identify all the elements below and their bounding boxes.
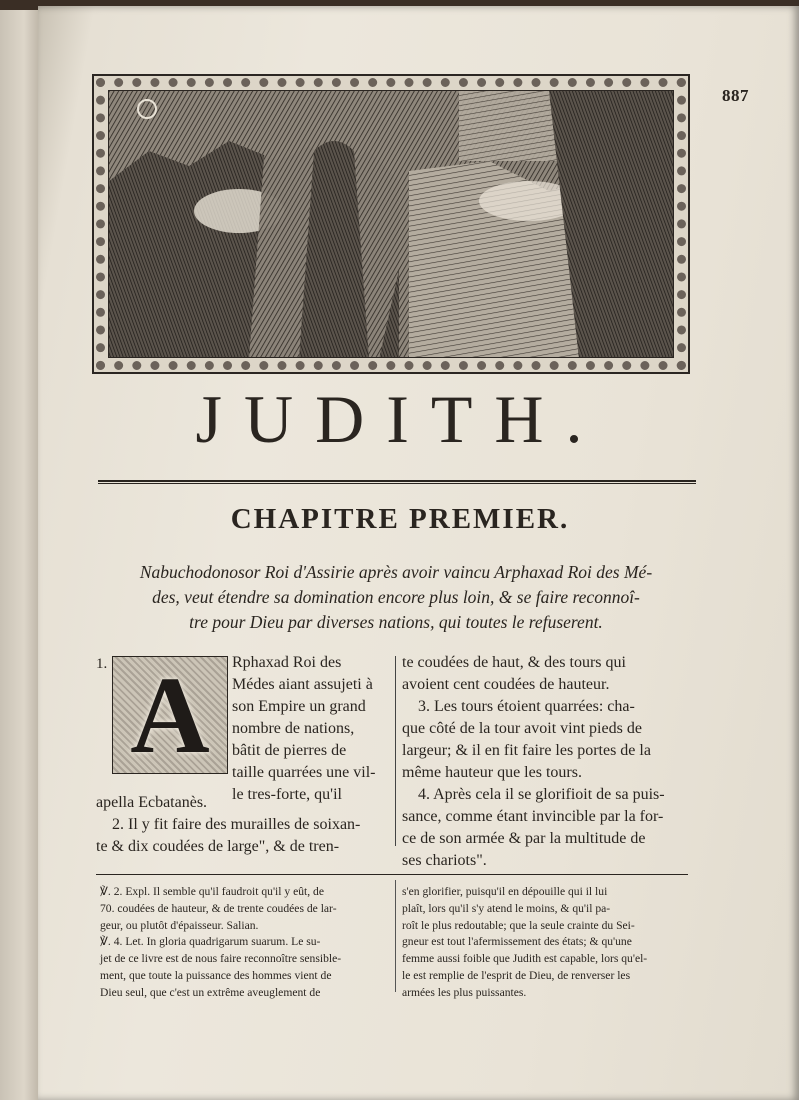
summary-line: tre pour Dieu par diverses nations, qui toutes le refuserent. [189,612,603,632]
footnote-divider [395,880,396,992]
verse-number: 1. [96,656,108,672]
footnote-line: jet de ce livre est de nous faire reconnoître sensible- [100,952,342,966]
footnote-line: femme aussi foible que Judith est capable, lors qu'el- [402,952,648,966]
decorated-initial [112,653,228,776]
text-line: Médes aiant assujeti à [232,676,373,693]
page-number: 887 [722,86,749,105]
footnotes-left [100,884,390,1002]
footnote-line: le est remplie de l'esprit de Dieu, de renverser les [402,968,631,982]
footnote-line: ℣. 4. Let. In gloria quadrigarum suarum. Le su- [100,935,321,949]
text-line: 3. Les tours étoient quarrées: cha- [418,698,635,715]
summary-line: des, veut étendre sa domination encore plus loin, & se faire reconnoî- [152,587,640,607]
text-line: largeur; & il en fit faire les portes de la [402,742,651,759]
engraving-illustration [92,74,690,374]
text-line: que côté de la tour avoit vint pieds de [402,720,642,737]
text-line: son Empire un grand [232,698,366,715]
text-line: sance, comme étant invincible par la for- [402,808,664,825]
text-line: taille quarrées une vil- [232,764,376,781]
book-title: JUDITH. [195,381,605,457]
footnote-rule [96,874,688,875]
column-divider [395,656,396,846]
text-line: te & dix coudées de large", & de tren- [96,838,340,855]
summary-line: Nabuchodonosor Roi d'Assirie après avoir vaincu Arphaxad Roi des Mé- [139,562,653,582]
left-page-edge [0,10,40,1100]
footnotes-right [402,884,694,1002]
footnote-line: roît le plus redoutable; que la seule crainte du Sei- [402,918,635,932]
text-line: nombre de nations, [232,720,355,737]
text-line: avoient cent coudées de hauteur. [402,676,610,693]
text-line: bâtit de pierres de [232,742,347,759]
text-line: 2. Il y fit faire des murailles de soixan- [112,816,361,833]
footnote-line: geur, ou plutôt d'épaisseur. Salian. [100,918,259,932]
engraving-scene [108,90,674,358]
chapter-summary [96,560,696,635]
footnote-line: gneur est tout l'afermissement des états; & qu'une [402,935,632,949]
text-line: même hauteur que les tours. [402,764,582,781]
text-line: 4. Après cela il se glorifioit de sa puis- [418,786,665,803]
footnote-line: Dieu seul, que c'est un extrême aveuglement de [100,985,321,999]
footnote-line: ment, que toute la puissance des hommes vient de [100,968,332,982]
text-line: te coudées de haut, & des tours qui [402,654,626,671]
text-line: Rphaxad Roi des [232,654,342,671]
footnote-line: ℣. 2. Expl. Il semble qu'il faudroit qu'il y eût, de [100,885,324,898]
footnote-line: 70. coudées de hauteur, & de trente coudées de lar- [100,901,337,915]
text-line: apella Ecbatanès. [96,794,208,811]
camp-scene-image [109,91,674,358]
title-rule [98,480,696,482]
footnote-line: s'en glorifier, puisqu'il en dépouille qui il lui [402,885,608,898]
footnote-line: plaît, lors qu'il s'y atend le moins, & qu'il pa- [402,901,611,915]
text-line: ce de son armée & par la multitude de [402,830,646,847]
chapter-title: CHAPITRE PREMIER. [230,503,570,535]
footnote-line: armées les plus puissantes. [402,985,527,999]
text-line: le tres-forte, qu'il [232,786,342,803]
text-line: ses chariots". [402,852,487,869]
title-rule-thin [98,483,696,484]
drop-cap-letter: A [130,653,210,776]
